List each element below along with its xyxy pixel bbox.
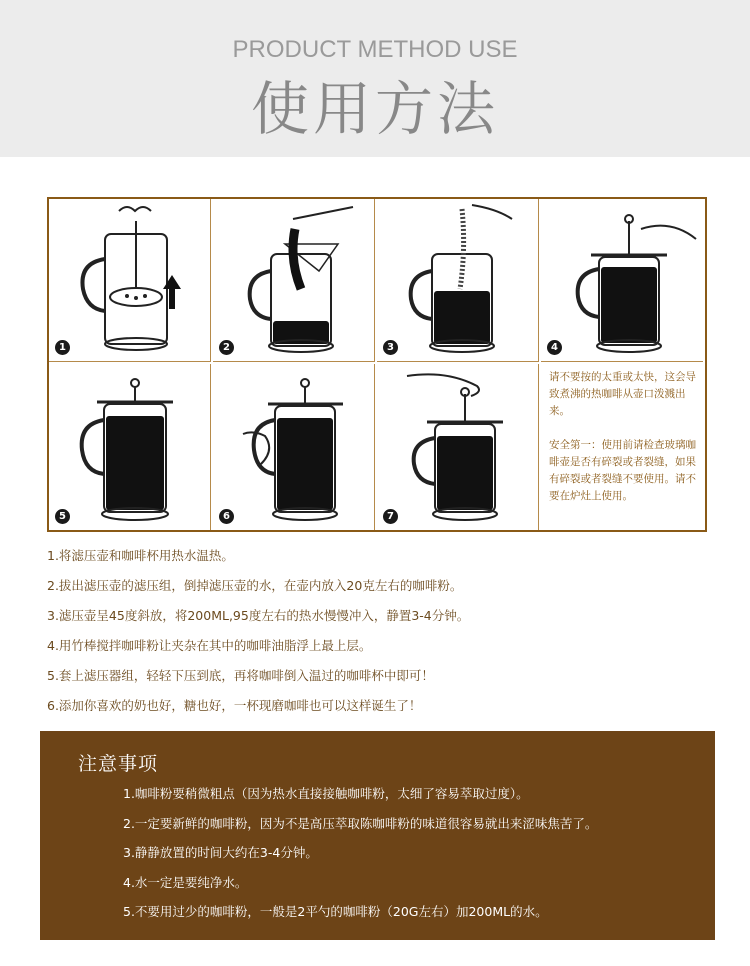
step-badge: 5 [55, 509, 70, 524]
step-item: 4.用竹棒搅拌咖啡粉让夹杂在其中的咖啡油脂浮上最上层。 [47, 638, 372, 653]
instruction-diagram [47, 197, 707, 532]
step-item: 6.添加你喜欢的奶也好，糖也好，一杯现磨咖啡也可以这样诞生了！ [47, 698, 422, 713]
diagram-panel-3 [377, 199, 539, 362]
note-item: 3.静静放置的时间大约在3-4分钟。 [123, 845, 318, 860]
step-badge: 4 [547, 340, 562, 355]
page-title: 使用方法 [250, 75, 499, 143]
step-item: 1.将滤压壶和咖啡杯用热水温热。 [47, 548, 234, 563]
step-badge: 6 [219, 509, 234, 524]
steep-icon [49, 364, 211, 530]
add-coffee-grounds-icon [213, 199, 375, 362]
notes-section [40, 731, 715, 940]
warning-pressure: 请不要按的太重或太快，这会导致煮沸的热咖啡从壶口泼溅出来。 [549, 371, 696, 417]
diagram-panel-5 [49, 364, 211, 530]
step-badge: 2 [219, 340, 234, 355]
note-item: 1.咖啡粉要稍微粗点（因为热水直接接触咖啡粉，太细了容易萃取过度）。 [123, 786, 529, 801]
note-item: 4.水一定是要纯净水。 [123, 874, 248, 890]
safety-warning-panel [541, 364, 705, 530]
page-header [0, 0, 750, 157]
warning-safety-first: 安全第一：使用前请检查玻璃咖啡壶是否有碎裂或者裂缝，如果有碎裂或者裂缝不要使用。请不要在炉灶上使用。 [549, 439, 696, 502]
diagram-panel-6 [213, 364, 375, 530]
hold-press-icon [213, 364, 375, 530]
notes-title: 注意事项 [78, 753, 159, 775]
press-down-plunger-icon [377, 364, 539, 530]
step-badge: 3 [383, 340, 398, 355]
step-item: 2.拔出滤压壶的滤压组，倒掉滤压壶的水，在壶内放入20克左右的咖啡粉。 [47, 578, 463, 593]
step-badge: 7 [383, 509, 398, 524]
steps-list [47, 545, 707, 725]
step-badge: 1 [55, 340, 70, 355]
diagram-panel-4 [541, 199, 703, 362]
note-item: 5.不要用过少的咖啡粉，一般是2平勺的咖啡粉（20G左右）加200ML的水。 [123, 904, 548, 919]
note-item: 2.一定要新鲜的咖啡粉，因为不是高压萃取陈咖啡粉的味道很容易就出来涩味焦苦了。 [123, 815, 598, 831]
press-lift-plunger-icon [49, 199, 211, 362]
step-item: 3.滤压壶呈45度斜放，将200ML,95度左右的热水慢慢冲入，静置3-4分钟。 [47, 608, 470, 623]
diagram-panel-1 [49, 199, 211, 362]
diagram-panel-7 [377, 364, 539, 530]
page-subtitle: PRODUCT METHOD USE [232, 36, 518, 63]
diagram-panel-2 [213, 199, 375, 362]
step-item: 5.套上滤压器组，轻轻下压到底，再将咖啡倒入温过的咖啡杯中即可！ [47, 668, 434, 683]
notes-list [123, 783, 713, 931]
place-lid-icon [541, 199, 703, 362]
pour-hot-water-icon [377, 199, 539, 362]
